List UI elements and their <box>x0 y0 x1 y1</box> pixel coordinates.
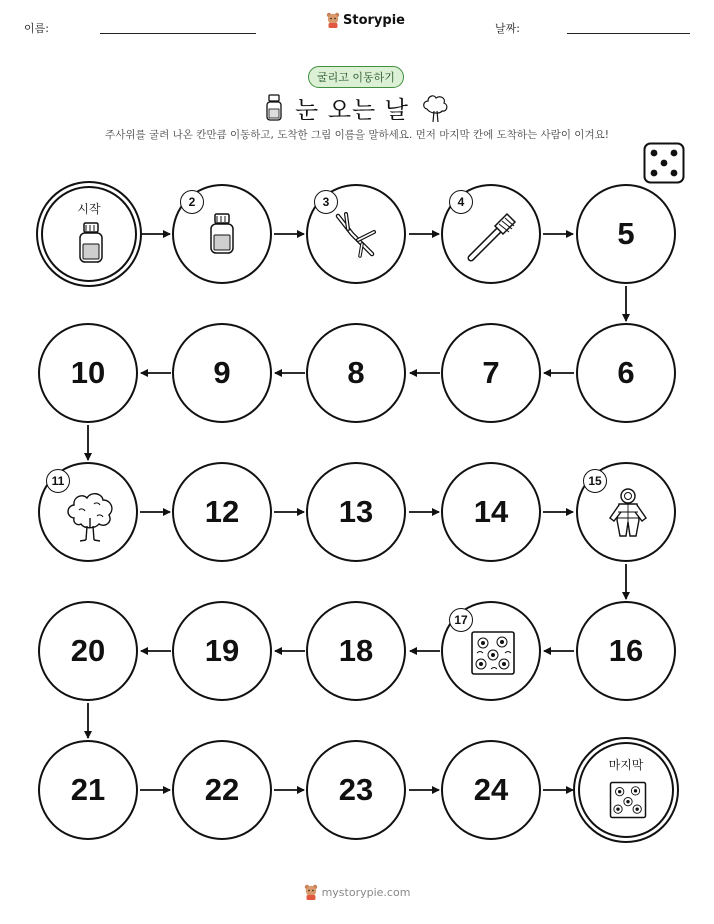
cell-number: 20 <box>70 633 106 668</box>
cell-number: 8 <box>347 355 365 390</box>
board-cell-22[interactable] <box>172 740 272 840</box>
date-label: 날짜: <box>495 22 520 35</box>
board-cell-9[interactable] <box>172 323 272 423</box>
game-tag: 굴리고 이동하기 <box>308 66 404 88</box>
flower-pattern-icon <box>469 629 517 677</box>
bear-icon <box>304 884 318 900</box>
cell-number: 12 <box>204 494 240 529</box>
cell-number: 7 <box>482 355 500 390</box>
board-cell-23[interactable] <box>306 740 406 840</box>
end-label: 마지막 <box>608 758 644 772</box>
bottle-icon <box>207 212 237 256</box>
instructions: 주사위를 굴려 나온 칸만큼 이동하고, 도착한 그림 이름을 말하세요. 먼저 마지막 칸에 도착하는 사람이 이겨요! <box>105 129 609 141</box>
cell-number: 22 <box>204 772 240 807</box>
board-cell-19[interactable] <box>172 601 272 701</box>
board-cell-start[interactable] <box>41 186 137 282</box>
board-cell-13[interactable] <box>306 462 406 562</box>
board-cell-7[interactable] <box>441 323 541 423</box>
cell-number: 23 <box>338 772 374 807</box>
cell-number: 5 <box>617 216 635 251</box>
board-cell-20[interactable] <box>38 601 138 701</box>
cell-number-badge: 2 <box>180 190 204 214</box>
cell-number: 19 <box>204 633 240 668</box>
brush-icon <box>465 208 521 264</box>
cell-number: 13 <box>338 494 374 529</box>
footer-site[interactable]: mystorypie.com <box>321 885 411 899</box>
cell-number: 14 <box>473 494 509 529</box>
board-cell-8[interactable] <box>306 323 406 423</box>
cell-number: 21 <box>70 772 106 807</box>
flower-pattern-icon <box>608 780 648 820</box>
cell-number-badge: 17 <box>449 608 473 632</box>
bottle-icon <box>76 222 106 264</box>
cell-number-badge: 4 <box>449 190 473 214</box>
cell-number: 24 <box>473 772 509 807</box>
footer <box>0 884 714 900</box>
board-cell-5[interactable] <box>576 184 676 284</box>
cell-number-badge: 3 <box>314 190 338 214</box>
cell-number: 18 <box>338 633 374 668</box>
snowsuit-icon <box>606 488 650 540</box>
board-cell-14[interactable] <box>441 462 541 562</box>
page-title: 눈 오는 날 <box>295 96 409 124</box>
board-cell-6[interactable] <box>576 323 676 423</box>
brand-name: Storypie <box>343 12 405 28</box>
cell-number: 16 <box>608 633 644 668</box>
board-cell-21[interactable] <box>38 740 138 840</box>
board-cell-18[interactable] <box>306 601 406 701</box>
board-cell-16[interactable] <box>576 601 676 701</box>
cell-number: 10 <box>70 355 106 390</box>
cell-number-badge: 15 <box>583 469 607 493</box>
cell-number: 6 <box>617 355 635 390</box>
name-label: 이름: <box>24 22 49 35</box>
board-cell-12[interactable] <box>172 462 272 562</box>
cell-number-badge: 11 <box>46 469 70 493</box>
start-label: 시작 <box>77 202 101 216</box>
branch-icon <box>332 210 382 260</box>
board-cell-10[interactable] <box>38 323 138 423</box>
cell-number: 9 <box>213 355 231 390</box>
board-cell-end[interactable] <box>578 742 674 838</box>
board-cell-24[interactable] <box>441 740 541 840</box>
tree-icon <box>64 488 116 542</box>
